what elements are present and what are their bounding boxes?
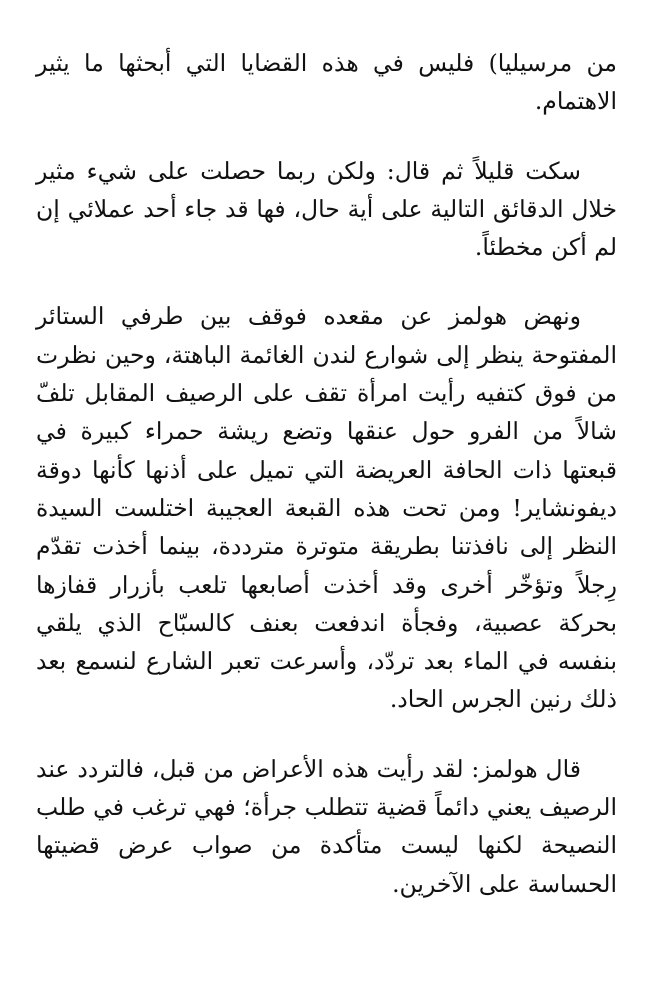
paragraph-1: من مرسيليا) فليس في هذه القضايا التي أبحثها ما يثير الاهتمام. bbox=[36, 49, 617, 116]
paragraph-2: سكت قليلاً ثم قال: ولكن ربما حصلت على شيء مثير خلال الدقائق التالية على أية حال، فها قد جاء أحد عملائي إن لم أكن مخطئاً. bbox=[36, 156, 617, 262]
paragraph-4: قال هولمز: لقد رأيت هذه الأعراض من قبل، فالتردد عند الرصيف يعني دائماً قضية تتطلب جرأة؛ فهي ترغب في طلب النصيحة لكنها ليست متأكدة من صواب عرض قضيتها الحساسة على الآخرين. bbox=[36, 754, 617, 898]
paragraph-3: ونهض هولمز عن مقعده فوقف بين طرفي الستائر المفتوحة ينظر إلى شوارع لندن الغائمة الباهتة، وحين نظرت من فوق كتفيه رأيت امرأة تقف على الرصيف المقابل تلفّ شالاً من الفرو حول عنقها وتضع ريشة حمراء كبيرة في قبعتها ذات الحافة العريضة التي تميل على أذنها كأنها دوقة ديفونشاير! ومن تحت هذه القبعة العجيبة اختلست السيدة النظر إلى نافذتنا بطريقة متوترة مترددة، بينما أخذت تقدّم رِجلاً وتؤخّر أخرى وقد أخذت أصابعها تلعب بأزرار قفازها بحركة عصبية، وفجأة اندفعت بعنف كالسبّاح الذي يلقي بنفسه في الماء بعد تردّد، وأسرعت تعبر الشارع لنسمع بعد ذلك رنين الجرس الحاد. bbox=[36, 302, 617, 714]
